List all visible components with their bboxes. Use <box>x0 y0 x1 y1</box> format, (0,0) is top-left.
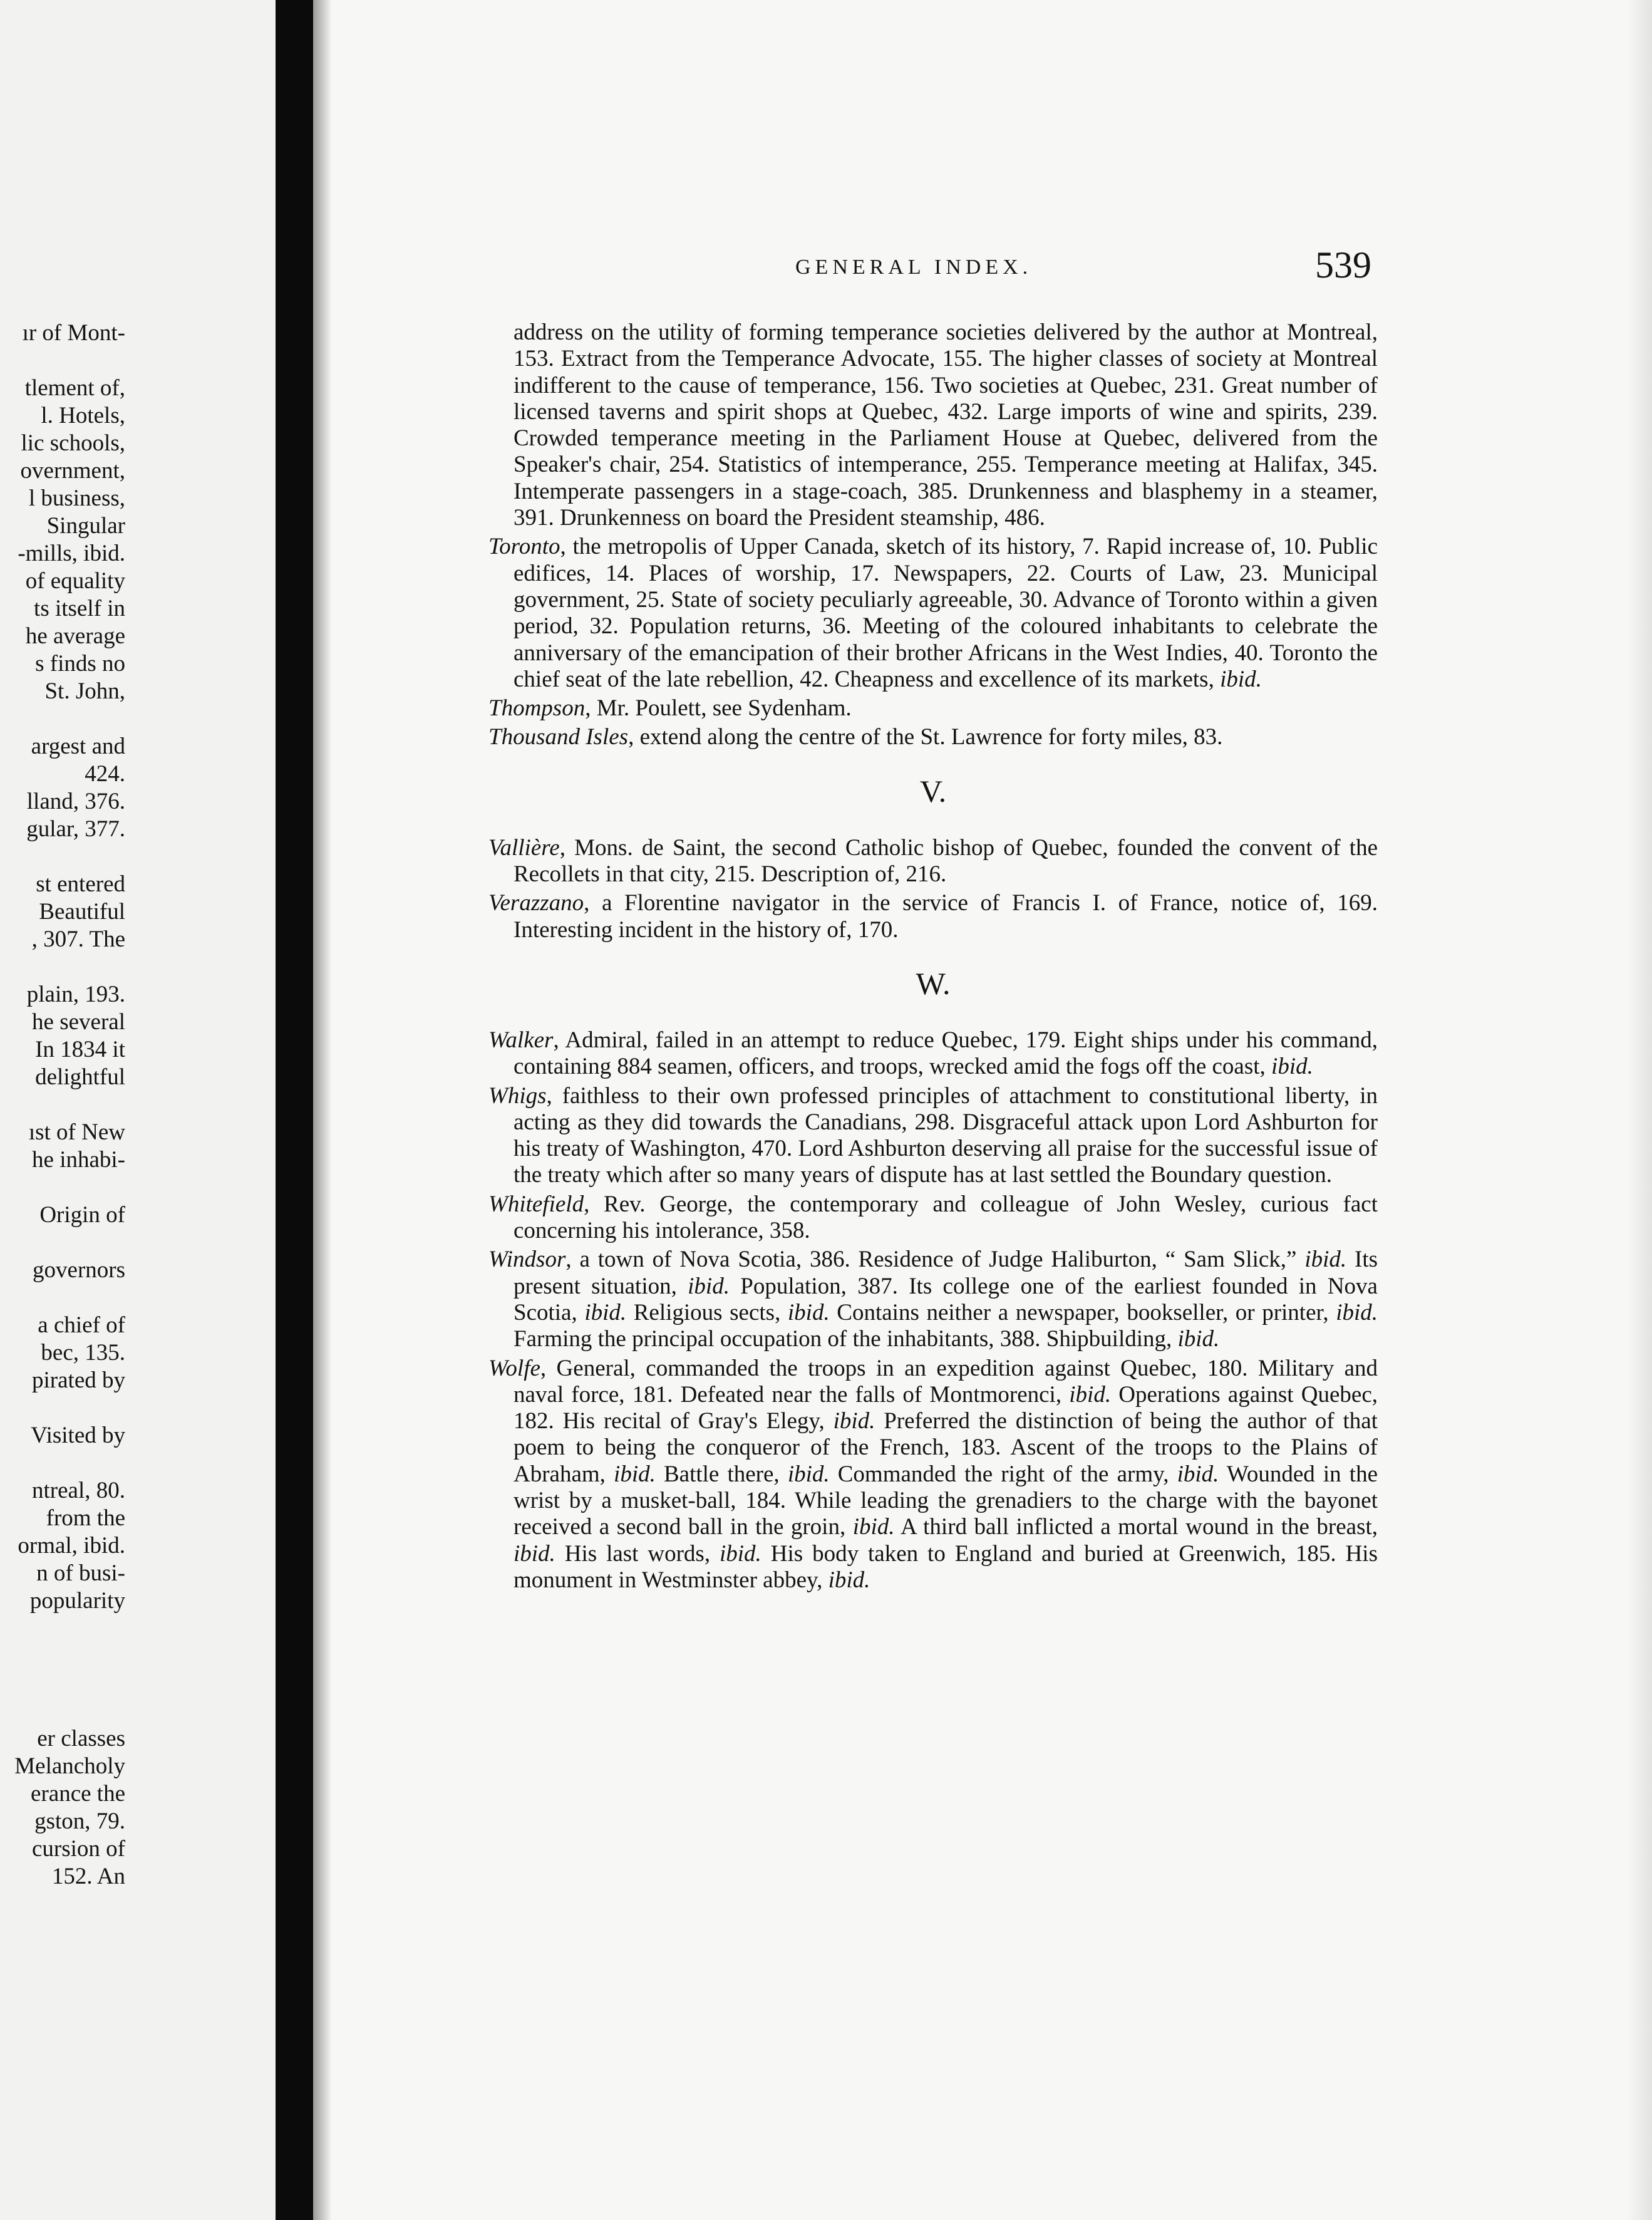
left-page-line: Beautiful <box>39 899 125 925</box>
entry-text: , Mons. de Saint, the second Catholic bishop of Quebec, founded the convent of the Recollets in that city, 215. Description of, 216. <box>514 834 1378 888</box>
ibid-ref: ibid. <box>833 1408 875 1434</box>
entry-text: Religious sects, <box>626 1299 788 1325</box>
left-page-line: n of busi- <box>36 1560 125 1586</box>
left-page-line: Visited by <box>31 1423 125 1448</box>
entry-text: Battle there, <box>655 1461 788 1487</box>
left-page-line <box>0 1450 125 1477</box>
entry-text: , Admiral, failed in an attempt to reduce Quebec, 179. Eight ships under his command, containing 884 seamen, officers, and troops, wrecked amid the fogs off the coast, <box>514 1027 1378 1080</box>
left-page-line: gular, 377. <box>26 816 125 842</box>
left-page-line: ıst of New <box>28 1119 125 1145</box>
index-entry-whigs <box>488 1083 1378 1189</box>
entry-text: Wounded in the wrist by a musket-ball, 184. While leading the grenadiers to the charge with the bayonet received a second ball in the groin, <box>514 1461 1378 1540</box>
left-page-line <box>0 1670 125 1698</box>
ibid-ref: ibid. <box>514 1540 555 1567</box>
left-page-line: -mills, ibid. <box>18 541 125 566</box>
gutter-shadow <box>313 0 332 2220</box>
ibid-ref: ibid. <box>1271 1054 1313 1080</box>
entry-text: address on the utility of forming temperance societies delivered by the author at Montreal, 153. Extract from the Temperance Advocate, 155. The higher classes of society at Montreal indifferent to the cause of temperance, 156. Two societies at Quebec, 231. Great number of licensed taverns and spirit shops at Quebec, 432. Large imports of wine and spirits, 239. Crowded temperance meeting in the Parliament House at Quebec, delivered from the Speaker's chair, 254. Statistics of intemperance, 255. Temperance meeting at Halifax, 345. Intemperate passengers in a stage-coach, 385. Drunkenness and blasphemy in a steamer, 391. Drunkenness on board the President steamship, 486. <box>514 319 1378 531</box>
left-page-line <box>0 347 125 375</box>
page-edge <box>1627 0 1652 2220</box>
left-page-text-column <box>0 319 125 1891</box>
left-page-line: he average <box>25 623 125 649</box>
book-gutter <box>276 0 313 2220</box>
left-page-line: Origin of <box>39 1202 125 1228</box>
ibid-ref: ibid. <box>828 1567 870 1593</box>
ibid-ref: ibid. <box>1177 1326 1220 1352</box>
index-entry-toronto <box>488 534 1378 693</box>
entry-text: His last words, <box>555 1540 720 1567</box>
entry-text: A third ball inflicted a mortal wound in the breast, <box>894 1514 1378 1540</box>
left-page-line <box>0 843 125 871</box>
entry-text: , faithless to their own professed principles of attachment to constitutional liberty, in acting as they did towards the Canadians, 298. Disgraceful attack upon Lord Ashburton for his treaty of Washington, 470. Lord Ashburton deserving all praise for the successful issue of the treaty which after so many years of dispute has at last settled the Boundary question. <box>514 1082 1378 1188</box>
index-entry-wolfe <box>488 1356 1378 1594</box>
entry-headword: Thousand Isles <box>488 724 629 750</box>
left-page-line: he inhabi- <box>32 1147 125 1173</box>
left-page-line: ormal, ibid. <box>18 1533 125 1559</box>
left-page-line: Melancholy <box>14 1753 125 1779</box>
left-page-line: bec, 135. <box>41 1340 125 1366</box>
entry-headword: Toronto <box>488 534 560 560</box>
left-page-line: , 307. The <box>31 926 125 952</box>
running-title: GENERAL INDEX. <box>795 256 1033 279</box>
ibid-ref: ibid. <box>688 1273 730 1299</box>
index-entry-verazzano <box>488 890 1378 943</box>
index-body <box>488 319 1378 1596</box>
ibid-ref: ibid. <box>1336 1299 1378 1325</box>
entry-text: Farming the principal occupation of the inhabitants, 388. Shipbuilding, <box>514 1326 1178 1352</box>
index-entry-valliere <box>488 835 1378 888</box>
left-page-line: governors <box>33 1257 125 1283</box>
ibid-ref: ibid. <box>584 1299 627 1325</box>
left-page-line <box>0 705 125 733</box>
index-entry-walker <box>488 1027 1378 1081</box>
entry-headword: Thompson <box>488 695 586 722</box>
ibid-ref: ibid. <box>720 1540 761 1567</box>
left-page-line: l business, <box>28 485 125 511</box>
section-letter-v: V. <box>919 773 947 809</box>
entry-headword: Wolfe <box>488 1355 540 1381</box>
entry-headword: Whigs <box>488 1082 547 1109</box>
left-page-line: s finds no <box>35 651 125 677</box>
left-page-line: from the <box>46 1505 125 1531</box>
left-page-line: tlement of, <box>24 375 125 401</box>
index-entry-thousand-isles <box>488 724 1378 750</box>
entry-text: , Rev. George, the contemporary and colleague of John Wesley, curious fact concerning his intolerance, 358. <box>514 1191 1378 1244</box>
left-page-line: of equality <box>25 568 125 594</box>
entry-text: , the metropolis of Upper Canada, sketch of its history, 7. Rapid increase of, 10. Public edifices, 14. Places of worship, 17. Newspapers, 22. Courts of Law, 23. Municipal government, 25. State of society peculiarly agreeable, 30. Advance of Toronto within a given period, 32. Population returns, 36. Meeting of the coloured inhabitants to celebrate the anniversary of the emancipation of their brother Africans in the West Indies, 40. Toronto the chief seat of the late rebellion, 42. Cheapness and excellence of its markets, <box>514 534 1378 692</box>
section-letter-w: W. <box>916 965 951 1001</box>
entry-text: His body taken to England and buried at Greenwich, 185. His monument in Westminster abbey, <box>514 1540 1378 1593</box>
index-entry-thompson <box>488 695 1378 722</box>
index-entry-windsor <box>488 1247 1378 1352</box>
entry-headword: Walker <box>488 1027 554 1053</box>
left-page-line: lic schools, <box>21 430 125 456</box>
entry-headword: Verazzano <box>488 890 584 916</box>
left-page-line: l. Hotels, <box>41 403 125 428</box>
left-page-line <box>0 1642 125 1670</box>
ibid-ref: ibid. <box>614 1461 656 1487</box>
entry-text: Contains neither a newspaper, bookseller, or printer, <box>829 1299 1336 1325</box>
left-page-line <box>0 1229 125 1257</box>
left-page-line: Singular <box>46 513 125 539</box>
entry-text: , a Florentine navigator in the service of Francis I. of France, notice of, 169. Interesting incident in the history of, 170. <box>514 890 1378 943</box>
left-page-line <box>0 1394 125 1422</box>
entry-text: Preferred the distinction of being the author of that poem to being the conqueror of the French, 183. Ascent of the troops to the Plains of Abraham, <box>514 1408 1378 1487</box>
left-page-line: 424. <box>85 761 125 787</box>
entry-text: , General, commanded the troops in an expedition against Quebec, 180. Military and naval force, 181. Defeated near the falls of Montmorenci, <box>514 1355 1378 1408</box>
entry-text: Population, 387. Its college one of the earliest founded in Nova Scotia, <box>514 1273 1378 1325</box>
left-page-line: St. John, <box>44 678 125 704</box>
entry-headword: Whitefield <box>488 1191 584 1217</box>
left-page-line <box>0 1174 125 1201</box>
left-page-line: lland, 376. <box>26 789 125 814</box>
index-entry-temperance-continued <box>488 319 1378 531</box>
left-page-line: er classes <box>37 1726 125 1751</box>
entry-text: , Mr. Poulett, see Sydenham. <box>585 695 852 722</box>
left-page-line <box>0 1615 125 1642</box>
ibid-ref: ibid. <box>1177 1461 1219 1487</box>
left-page-line: In 1834 it <box>35 1037 125 1062</box>
entry-text: , a town of Nova Scotia, 386. Residence of Judge Haliburton, “ Sam Slick,” <box>565 1247 1305 1273</box>
page-number: 539 <box>1315 244 1371 286</box>
entry-text: Operations against Quebec, 182. His recital of Gray's Elegy, <box>514 1381 1378 1434</box>
left-page-line: st entered <box>36 871 125 897</box>
left-page-line <box>0 953 125 981</box>
left-page-line: 152. An <box>51 1864 125 1889</box>
entry-headword: Vallière <box>488 834 560 861</box>
left-page-line: ır of Mont- <box>22 320 125 346</box>
left-page-line: popularity <box>29 1588 125 1614</box>
left-page-line <box>0 1284 125 1312</box>
page-header <box>789 244 1378 294</box>
left-page-line: erance the <box>31 1781 125 1807</box>
ibid-ref: ibid. <box>1304 1247 1347 1273</box>
left-page-line: ntreal, 80. <box>32 1478 125 1503</box>
entry-headword: Windsor <box>488 1247 566 1273</box>
entry-text: Its present situation, <box>514 1247 1378 1299</box>
entry-text: , extend along the centre of the St. Lawrence for forty miles, 83. <box>628 724 1223 750</box>
left-page-line <box>0 1091 125 1119</box>
entry-text: Commanded the right of the army, <box>829 1461 1177 1487</box>
index-entry-whitefield <box>488 1191 1378 1245</box>
ibid-ref: ibid. <box>787 1299 830 1325</box>
left-page-line: a chief of <box>38 1312 125 1338</box>
left-page-line: pirated by <box>32 1367 125 1393</box>
left-page-line: gston, 79. <box>34 1808 125 1834</box>
ibid-ref: ibid. <box>1069 1381 1112 1408</box>
left-page-line: cursion of <box>32 1836 125 1862</box>
left-page-line <box>0 1698 125 1725</box>
left-page-line: delightful <box>35 1064 125 1090</box>
left-page-line: plain, 193. <box>26 982 125 1007</box>
left-page-line: ts itself in <box>34 596 125 621</box>
ibid-ref: ibid. <box>1220 666 1262 692</box>
ibid-ref: ibid. <box>787 1461 830 1487</box>
left-page-line: overnment, <box>20 458 125 484</box>
left-page-line: argest and <box>31 734 125 759</box>
ibid-ref: ibid. <box>852 1514 895 1540</box>
left-page-line: he several <box>32 1009 125 1035</box>
